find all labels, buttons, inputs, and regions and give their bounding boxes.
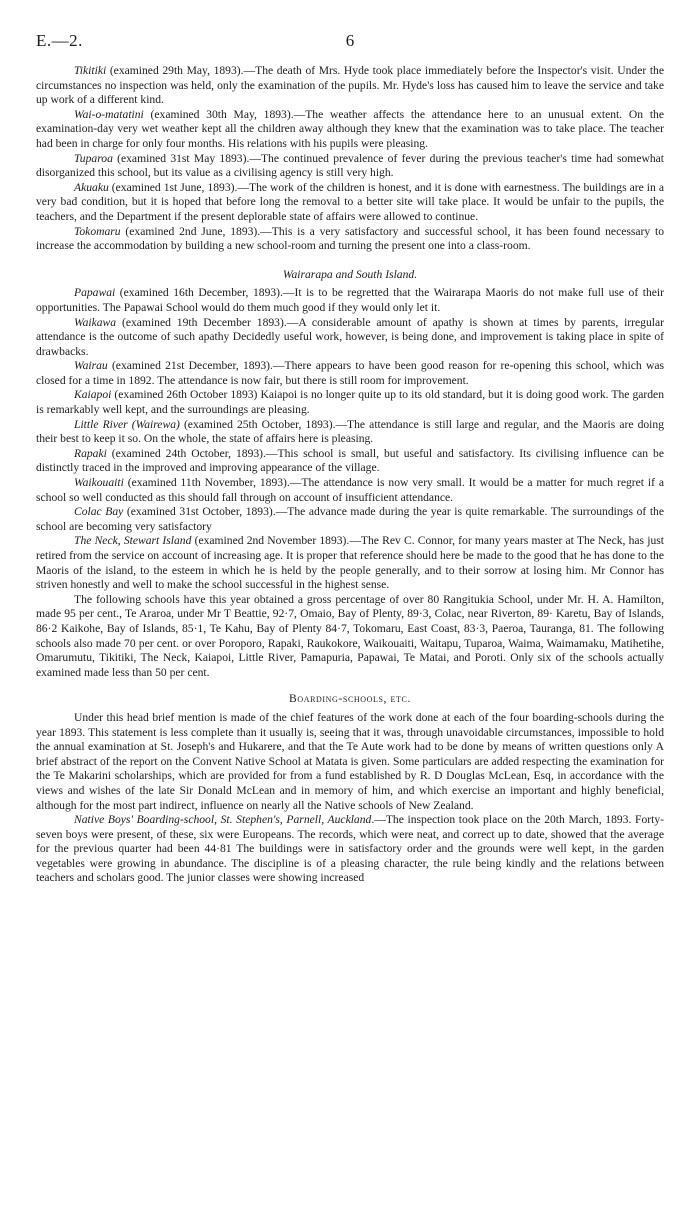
school-report-paragraph — [36, 181, 664, 225]
boarding-intro-paragraph: Under this head brief mention is made of the chief features of the work done at each of the four boarding-schools during the year 1893. This statement is less complete than it usually is, seeing that it was, through unavoidable circumstances, impossible to hold the annual examination at St. Joseph's and Hukarere, and that the Te Aute work had to be done by means of written questions only A brief abstract of the report on the Convent Native School at Matata is given. Some particulars are added respecting the examination for the Te Makarini scholarships, which are provided for from a fund established by R. D Douglas McLean, Esq, in accordance with the views and wishes of the late Sir Donald McLean and in memory of him, and which exercise an important and highly beneficial, although for the most part indirect, influence on nearly all the Native schools of New Zealand. — [36, 710, 664, 812]
school-name: The Neck, Stewart Island — [74, 534, 192, 548]
school-name: Waikawa — [74, 315, 117, 329]
report-text: (examined 31st October, 1893).—The advance made during the year is quite remarkable. The surroundings of the school are becoming very satisfactory — [36, 505, 664, 533]
report-text: (examined 19th December 1893).—A considerable amount of apathy is shown at times by parents, irregular attendance is the outcome of such apathy Decidedly useful work, however, is being done, and improvement is taking place in spite of drawbacks. — [36, 315, 664, 358]
school-report-paragraph — [36, 64, 664, 108]
school-report-paragraph — [36, 225, 664, 254]
report-text: (examined 25th October, 1893).—The attendance is still large and regular, and the Maoris are doing their best to keep it so. On the whole, the state of affairs here is pleasing. — [36, 417, 664, 446]
section-heading-wairarapa: Wairarapa and South Island. — [282, 267, 418, 281]
report-text: (examined 24th October, 1893).—This school is small, but useful and satisfactory. Its civilising influence can be distinctly traced in the improved and improving appearance of the village. — [36, 446, 664, 475]
school-report-paragraph — [36, 476, 664, 505]
school-name: Rapaki — [74, 446, 107, 460]
school-name: Tuparoa — [74, 151, 113, 165]
school-name: Colac Bay — [74, 505, 124, 519]
school-report-paragraph — [36, 534, 664, 592]
report-text: (examined 30th May, 1893).—The weather affects the attendance here to an unusual extent. On the examination-day very wet weather kept all the children away although they knew that the examination was to take place. The teacher had been in charge for only four months. His relations with his pupils were pleasing. — [36, 107, 664, 150]
school-name: Papawai — [74, 286, 116, 300]
percentage-summary-paragraph: The following schools have this year obtained a gross percentage of over 80 Rangitukia School, under Mr. H. A. Hamilton, made 95 per cent., Te Araroa, under Mr T Beattie, 92·7, Omaio, Bay of Plenty, 89·3, Colac, near Riverton, 89· Karetu, Bay of Islands, 86·2 Kaikohe, Bay of Islands, 85·1, Te Kahu, Bay of Plenty 84·7, Tokomaru, East Coast, 83·3, Paeroa, Tauranga, 81. The following schools also made 70 per cent. or over Poroporo, Rapaki, Raukokore, Waikouaiti, Waitapu, Tuparoa, Waima, Waimamaku, Matihetihe, Omarumutu, Tikitiki, The Neck, Kaiapoi, Little River, Pamapuria, Papawai, Te Matai, and Poroti. Only six of the schools actually examined made less than 50 per cent. — [36, 592, 664, 679]
school-name: Waikouaiti — [74, 476, 124, 490]
school-name: Tokomaru — [74, 224, 121, 238]
school-name: Wairau — [74, 359, 108, 373]
school-name: Akuaku — [74, 180, 109, 194]
school-name: Kaiapoi — [74, 388, 112, 402]
school-name: Little River (Wairewa) — [74, 417, 180, 431]
report-text: (examined 2nd June, 1893).—This is a very satisfactory and successful school, it has been found necessary to increase the accommodation by building a new school-room and turning the present one into a class-room. — [36, 224, 664, 253]
school-report-paragraph — [36, 108, 664, 152]
section-heading-boarding-schools: Boarding-schools, etc. — [289, 692, 411, 706]
school-report-paragraph — [36, 388, 664, 417]
school-name: Wai-o-matatini — [74, 107, 144, 121]
school-report-paragraph — [36, 418, 664, 447]
school-name: Native Boys' Boarding-school, St. Stephen's, Parnell, Auckland — [74, 813, 372, 827]
school-report-paragraph — [36, 152, 664, 181]
report-text: .—The inspection took place on the 20th March, 1893. Forty-seven boys were present, of these, six were Europeans. The records, which were neat, and correct up to date, showed that the average for the previous quarter had been 44·81 The buildings were in satisfactory order and the grounds were well kept, in the garden vegetables were growing in abundance. The discipline is of a pleasing character, the rule being kindly and the relations between teachers and scholars good. The junior classes were showing increased — [36, 813, 664, 885]
report-text: (examined 16th December, 1893).—It is to be regretted that the Wairarapa Maoris do not make full use of their opportunities. The Papawai School would do them much good if they would only let it. — [36, 286, 664, 314]
page-number: 6 — [345, 31, 355, 50]
report-text: (examined 11th November, 1893).—The attendance is now very small. It would be a matter for much regret if a school so well conducted as this should fall through on account of insufficient attendance. — [36, 476, 664, 504]
report-text: (examined 26th October 1893) Kaiapoi is no longer quite up to its old standard, but it is doing good work. The garden is remarkably well kept, and the surroundings are pleasing. — [36, 388, 664, 417]
school-name: Tikitiki — [74, 64, 107, 77]
school-report-paragraph — [36, 286, 664, 315]
report-text: (examined 1st June, 1893).—The work of the children is honest, and it is done with earnestness. The buildings are in a very bad condition, but it is hoped that before long the removal to a better site will take place. It would be unfair to the pupils, the teachers, and the Department if the present deplorable state of affairs were allowed to continue. — [36, 180, 664, 223]
school-report-paragraph — [36, 505, 664, 534]
page-header — [36, 31, 664, 64]
school-report-paragraph — [36, 316, 664, 360]
report-text: (examined 31st May 1893).—The continued prevalence of fever during the previous teacher's time had somewhat disorganized this school, but its value as a civilising agency is still very high. — [36, 151, 664, 180]
report-text: (examined 21st December, 1893).—There appears to have been good reason for re-opening this school, which was closed for a time in 1892. The attendance is now fair, but there is still room for improvement. — [36, 359, 664, 387]
report-text: (examined 2nd November 1893).—The Rev C. Connor, for many years master at The Neck, has just retired from the service on account of increasing age. It is proper that reference should here be made to the good that he has done to the Maoris of the island, to the esteem in which he is held by the people generally, and to their sorrow at losing him. Mr Connor has striven honestly and well to make the school successful in the highest sense. — [36, 534, 664, 592]
report-text: (examined 29th May, 1893).—The death of Mrs. Hyde took place immediately before the Inspector's visit. Under the circumstances no inspection was held, only the examination of the pupils. Mr. Hyde's loss has caused him to leave the service and take up work of a different kind. — [36, 64, 664, 107]
school-report-paragraph — [36, 359, 664, 388]
school-report-paragraph — [36, 447, 664, 476]
school-report-paragraph — [36, 813, 664, 886]
document-reference: E.—2. — [36, 31, 83, 50]
